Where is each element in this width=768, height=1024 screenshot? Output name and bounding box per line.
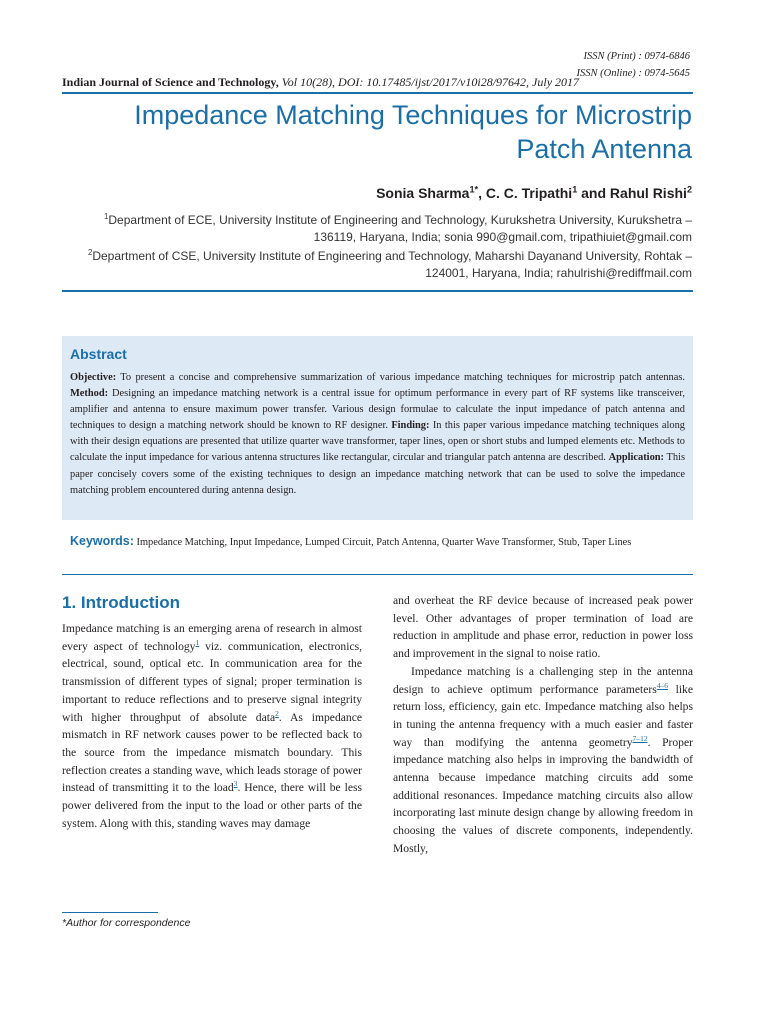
intro-paragraph-2: and overheat the RF device because of increased peak power level. Other advantages of proper termination of load are reduction in amplitude and phase error, reduction in power loss and improvement in the signal to noise ratio. xyxy=(393,594,693,661)
citation-link[interactable]: 2 xyxy=(275,708,279,718)
journal-name: Indian Journal of Science and Technology, xyxy=(62,75,279,89)
keywords xyxy=(70,533,690,551)
citation-link[interactable]: 4–6 xyxy=(656,680,669,690)
column-right xyxy=(393,592,693,858)
method-text: Designing an impedance matching network is a central issue for optimum performance in every part of RF systems like transceiver, amplifier and antenna to ensure maximum power transfer. Various design formulae to calculate the input impedance of patch antenna and techniques to design a matching network should be known to RF designer. xyxy=(70,388,685,432)
author-affil-mark: 1 xyxy=(572,184,578,195)
abstract-heading: Abstract xyxy=(70,346,127,362)
abstract-box xyxy=(62,336,693,520)
issn-print: ISSN (Print) : 0974-6846 xyxy=(583,51,690,62)
citation-link[interactable]: 1 xyxy=(195,637,200,647)
column-left xyxy=(62,592,362,832)
paper-title: Impedance Matching Techniques for Microstrip Patch Antenna xyxy=(134,100,692,164)
keywords-rule xyxy=(62,574,693,575)
method-label: Method: xyxy=(70,388,109,400)
section-heading: 1. Introduction xyxy=(62,593,181,612)
affil-number: 1 xyxy=(104,212,109,221)
author-name: Rahul Rishi xyxy=(609,185,687,201)
affil-line: 136119, Haryana, India; sonia 990@gmail.com, tripathiuiet@gmail.com xyxy=(313,229,692,244)
keywords-label: Keywords: xyxy=(70,534,134,548)
journal-meta: Vol 10(28), DOI: 10.17485/ijst/2017/v10i28/97642, July 2017 xyxy=(281,75,580,89)
issn-online: ISSN (Online) : 0974-5645 xyxy=(576,68,690,79)
affiliation-rule xyxy=(62,290,693,292)
citation-link[interactable]: 7–12 xyxy=(632,733,648,743)
affil-line: 124001, Haryana, India; rahulrishi@rediffmail.com xyxy=(425,265,692,280)
journal-citation xyxy=(62,74,702,90)
application-text: This paper concisely covers some of the existing techniques to design an impedance matching network that can be used to solve the impedance matching problem encountered during antenna design. xyxy=(70,452,685,496)
citation-link[interactable]: 3 xyxy=(233,779,238,789)
footnote-rule xyxy=(62,912,158,913)
intro-paragraph-1: Impedance matching is an emerging arena of research in almost every aspect of technology$^1$ viz. communication, electronics, electrical, sound, optical etc. In communication area for the transmission of different types of signal; proper termination is important to reduce reflections and to preserve signal integrity with higher throughput of absolute data$^2$. As impedance mismatch in RF network causes power to be reflected back to the source from the impedance mismatch boundary. This reflection creates a standing wave, which leads storage of power instead of transmitting it to the load$^3$. Hence, there will be less power delivered from the input to the load or other parts of the system. Along with this, standing waves may damage xyxy=(62,622,363,830)
affil-line: Department of ECE, University Institute of Engineering and Technology, Kurukshetra University, Kurukshetra – xyxy=(108,213,692,227)
objective-label: Objective: xyxy=(70,372,117,383)
affiliation-1 xyxy=(62,212,692,245)
author-name: C. C. Tripathi xyxy=(485,185,573,201)
application-label: Application: xyxy=(608,452,665,464)
finding-label: Finding: xyxy=(391,420,430,432)
author-separator: , xyxy=(478,185,486,201)
author-affil-mark: 2 xyxy=(686,184,692,195)
header-rule xyxy=(62,92,693,94)
author-name: Sonia Sharma xyxy=(376,185,470,201)
affil-number: 2 xyxy=(88,248,93,257)
keywords-text: Impedance Matching, Input Impedance, Lumped Circuit, Patch Antenna, Quarter Wave Transformer, Stub, Taper Lines xyxy=(133,537,632,548)
affiliation-2 xyxy=(62,248,692,281)
affil-line: Department of CSE, University Institute of Engineering and Technology, Maharshi Dayanand University, Rohtak – xyxy=(92,249,692,263)
finding-text: In this paper various impedance matching techniques along with their design equations are presented that utilize quarter wave transformer, taper lines, open or short stubs and lumped elements etc. Methods to calculate the input impedance for various antenna structures like rectangular, circular and triangular patch antenna are described. xyxy=(70,420,685,464)
objective-text: To present a concise and comprehensive summarization of various impedance matching techniques for microstrip patch antennas. xyxy=(116,372,685,383)
intro-paragraph-3: Impedance matching is a challenging step in the antenna design to achieve optimum performance parameters$^{4-6}$ like return loss, efficiency, gain etc. Impedance matching also helps in tuning the antenna frequency with a much easier and faster way than modifying the antenna geometry$^{7-12}$. Proper impedance matching also helps in improving the bandwidth of antenna because impedance matching circuits add some additional resonances. Impedance matching circuits also allow incorporating last minute design change by allowing freedom in choosing the values of discrete components, independently. Mostly, xyxy=(393,664,693,855)
footnote: *Author for correspondence xyxy=(62,917,191,929)
author-affil-mark: 1* xyxy=(469,184,479,195)
author-list xyxy=(62,185,692,201)
author-separator: and xyxy=(577,185,610,201)
abstract-text xyxy=(70,370,685,499)
